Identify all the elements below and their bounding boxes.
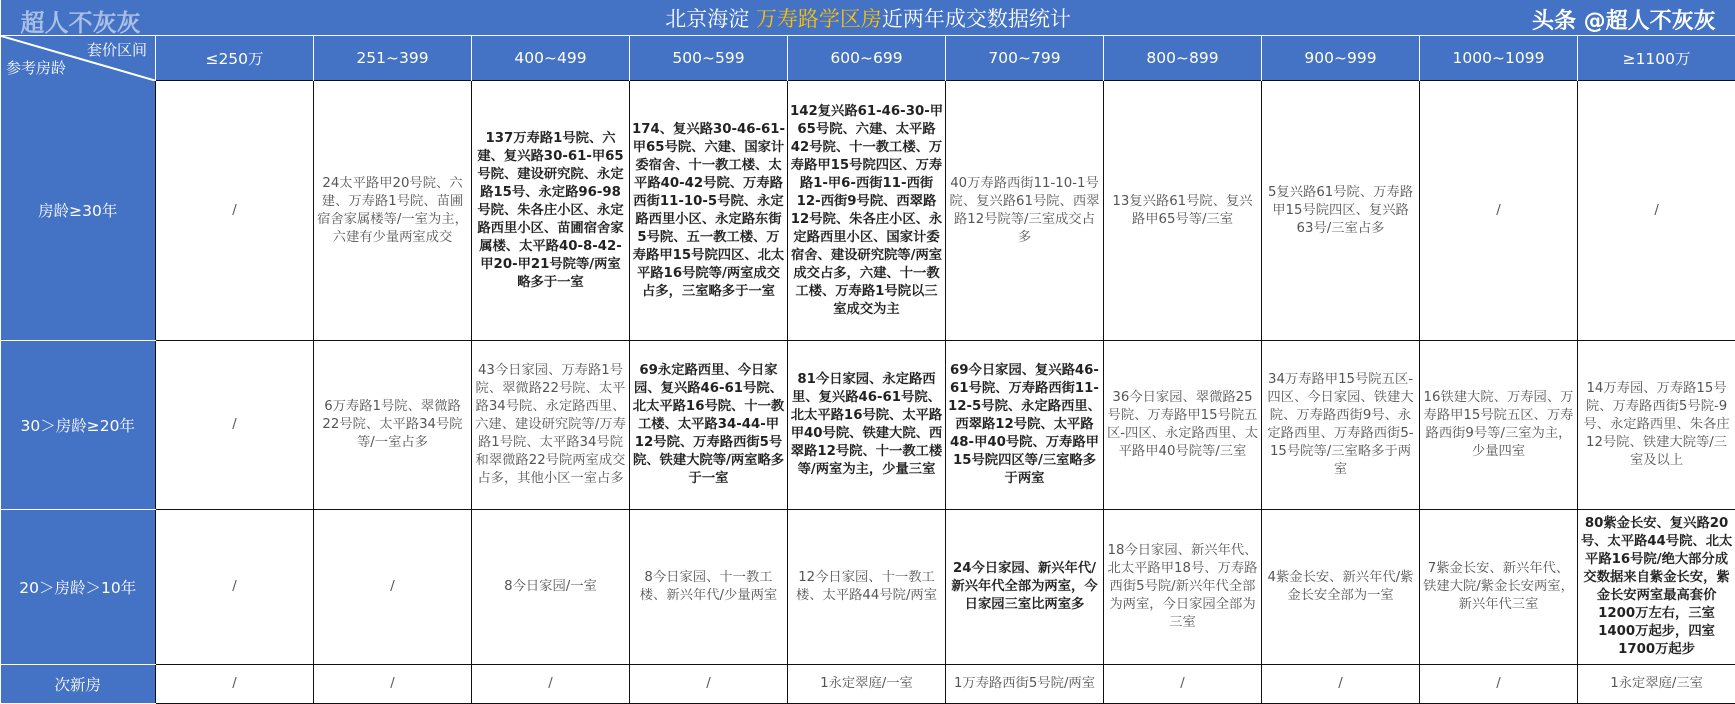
- table-row: [1, 341, 1735, 510]
- table-cell: /: [1104, 665, 1262, 704]
- table-row: [1, 665, 1735, 704]
- table-cell: /: [156, 665, 314, 704]
- table-cell: 5复兴路61号院、万寿路甲15号院四区、复兴路63号/三室占多: [1262, 81, 1420, 341]
- table-cell: 69今日家园、复兴路46-61号院、万寿路西街11-12-5号院、永定路西里、西翠路12号院、太平路48-甲40号院、万寿路甲15号院四区等/三室略多于两室: [946, 341, 1104, 510]
- row-label: 20＞房龄＞10年: [1, 510, 156, 665]
- table-cell: 36今日家园、翠微路25号院、万寿路甲15号院五区-四区、永定路西里、太平路甲40号院等/三室: [1104, 341, 1262, 510]
- table-cell: /: [1578, 81, 1735, 341]
- table-cell: 142复兴路61-46-30-甲65号院、六建、太平路42号院、十一教工楼、万寿路甲15号院四区、万寿路1-甲6-西街11-西街12-西街9号院、西翠路12号院、朱各庄小区、永定路西里小区、国家计委宿舍、建设研究院等/两室成交占多，六建、十一教工楼、万寿路1号院以三室成交为主: [788, 81, 946, 341]
- watermark-credit: 头条 @超人不灰灰: [1532, 4, 1716, 35]
- table-cell: 1永定翠庭/三室: [1578, 665, 1735, 704]
- table-cell: 1永定翠庭/一室: [788, 665, 946, 704]
- table-cell: /: [314, 665, 472, 704]
- column-header: 700~799: [946, 36, 1104, 81]
- column-header: ≥1100万: [1578, 36, 1735, 81]
- table-cell: 24今日家园、新兴年代/新兴年代全部为两室，今日家园三室比两室多: [946, 510, 1104, 665]
- table-cell: /: [472, 665, 630, 704]
- title-prefix: 北京海淀: [665, 7, 756, 31]
- table-cell: 43今日家园、万寿路1号院、翠微路22号院、太平路34号院、永定路西里、六建、建设研究院等/万寿路1号院、太平路34号院和翠微路22号院两室成交占多，其他小区一室占多: [472, 341, 630, 510]
- header-row: [1, 36, 1735, 81]
- table-cell: 81今日家园、永定路西里、复兴路46-61号院、北太平路16号院、太平路甲40号院、铁建大院、西翠路12号院、十一教工楼等/两室为主，少量三室: [788, 341, 946, 510]
- column-header: 800~899: [1104, 36, 1262, 81]
- row-label: 30＞房龄≥20年: [1, 341, 156, 510]
- table-cell: 80紫金长安、复兴路20号、太平路44号院、北太平路16号院/绝大部分成交数据来自紫金长安，紫金长安两室最高套价1200万左右，三室1400万起步，四室1700万起步: [1578, 510, 1735, 665]
- table-cell: 24太平路甲20号院、六建、万寿路1号院、苗圃宿舍家属楼等/一室为主，六建有少量两室成交: [314, 81, 472, 341]
- column-header: 1000~1099: [1420, 36, 1578, 81]
- house-age-label: 参考房龄: [6, 57, 66, 78]
- table-cell: 8今日家园/一室: [472, 510, 630, 665]
- table-cell: 16铁建大院、万寿园、万寿路甲15号院五区、万寿路西街9号等/三室为主，少量四室: [1420, 341, 1578, 510]
- table-cell: 4紫金长安、新兴年代/紫金长安全部为一室: [1262, 510, 1420, 665]
- table-cell: /: [156, 510, 314, 665]
- table-title: [1, 0, 1735, 36]
- price-range-label: 套价区间: [87, 39, 147, 60]
- table-cell: 8今日家园、十一教工楼、新兴年代/少量两室: [630, 510, 788, 665]
- table-cell: 174、复兴路30-46-61-甲65号院、六建、国家计委宿舍、十一教工楼、太平路40-42号院、万寿路西街11-10-5号院、永定路西里小区、永定路东街5号院、五一教工楼、万寿路甲15号院四区、北太平路16号院等/两室成交占多，三室略多于一室: [630, 81, 788, 341]
- table-cell: 13复兴路61号院、复兴路甲65号等/三室: [1104, 81, 1262, 341]
- title-highlight: 万寿路学区房: [756, 7, 882, 31]
- title-row: [1, 0, 1735, 36]
- table-cell: 7紫金长安、新兴年代、铁建大院/紫金长安两室，新兴年代三室: [1420, 510, 1578, 665]
- column-header: 251~399: [314, 36, 472, 81]
- table-cell: 1万寿路西街5号院/两室: [946, 665, 1104, 704]
- table-cell: 137万寿路1号院、六建、复兴路30-61-甲65号院、建设研究院、永定路15号、永定路96-98号院、朱各庄小区、永定路西里小区、苗圃宿舍家属楼、太平路40-8-42-甲20-甲21号院等/两室略多于一室: [472, 81, 630, 341]
- table-cell: /: [630, 665, 788, 704]
- column-header: 400~499: [472, 36, 630, 81]
- table-cell: /: [156, 341, 314, 510]
- table-row: [1, 81, 1735, 341]
- corner-header: [1, 36, 156, 81]
- table-cell: /: [156, 81, 314, 341]
- row-label: 房龄≥30年: [1, 81, 156, 341]
- row-label: 次新房: [1, 665, 156, 704]
- column-header: 900~999: [1262, 36, 1420, 81]
- table-cell: 6万寿路1号院、翠微路22号院、太平路34号院等/一室占多: [314, 341, 472, 510]
- table-cell: /: [1262, 665, 1420, 704]
- table-cell: 18今日家园、新兴年代、北太平路甲18号、万寿路西街5号院/新兴年代全部为两室，今日家园全部为三室: [1104, 510, 1262, 665]
- table-cell: /: [1420, 665, 1578, 704]
- column-header: 600~699: [788, 36, 946, 81]
- column-header: ≤250万: [156, 36, 314, 81]
- table-cell: 14万寿园、万寿路15号院、万寿路西街5号院-9号、永定路西里、朱各庄12号院、铁建大院等/三室及以上: [1578, 341, 1735, 510]
- table-cell: 12今日家园、十一教工楼、太平路44号院/两室: [788, 510, 946, 665]
- watermark: 超人不灰灰: [21, 3, 141, 36]
- table-cell: /: [1420, 81, 1578, 341]
- table-row: [1, 510, 1735, 665]
- table-cell: 34万寿路甲15号院五区-四区、今日家园、铁建大院、万寿路西街9号、永定路西里、万寿路西街5-15号院等/三室略多于两室: [1262, 341, 1420, 510]
- column-header: 500~599: [630, 36, 788, 81]
- title-suffix: 近两年成交数据统计: [882, 7, 1071, 31]
- table-cell: 40万寿路西街11-10-1号院、复兴路61号院、西翠路12号院等/三室成交占多: [946, 81, 1104, 341]
- table-cell: 69永定路西里、今日家园、复兴路46-61号院、北太平路16号院、十一教工楼、太平路34-44-甲12号院、万寿路西街5号院、铁建大院等/两室略多于一室: [630, 341, 788, 510]
- table-cell: /: [314, 510, 472, 665]
